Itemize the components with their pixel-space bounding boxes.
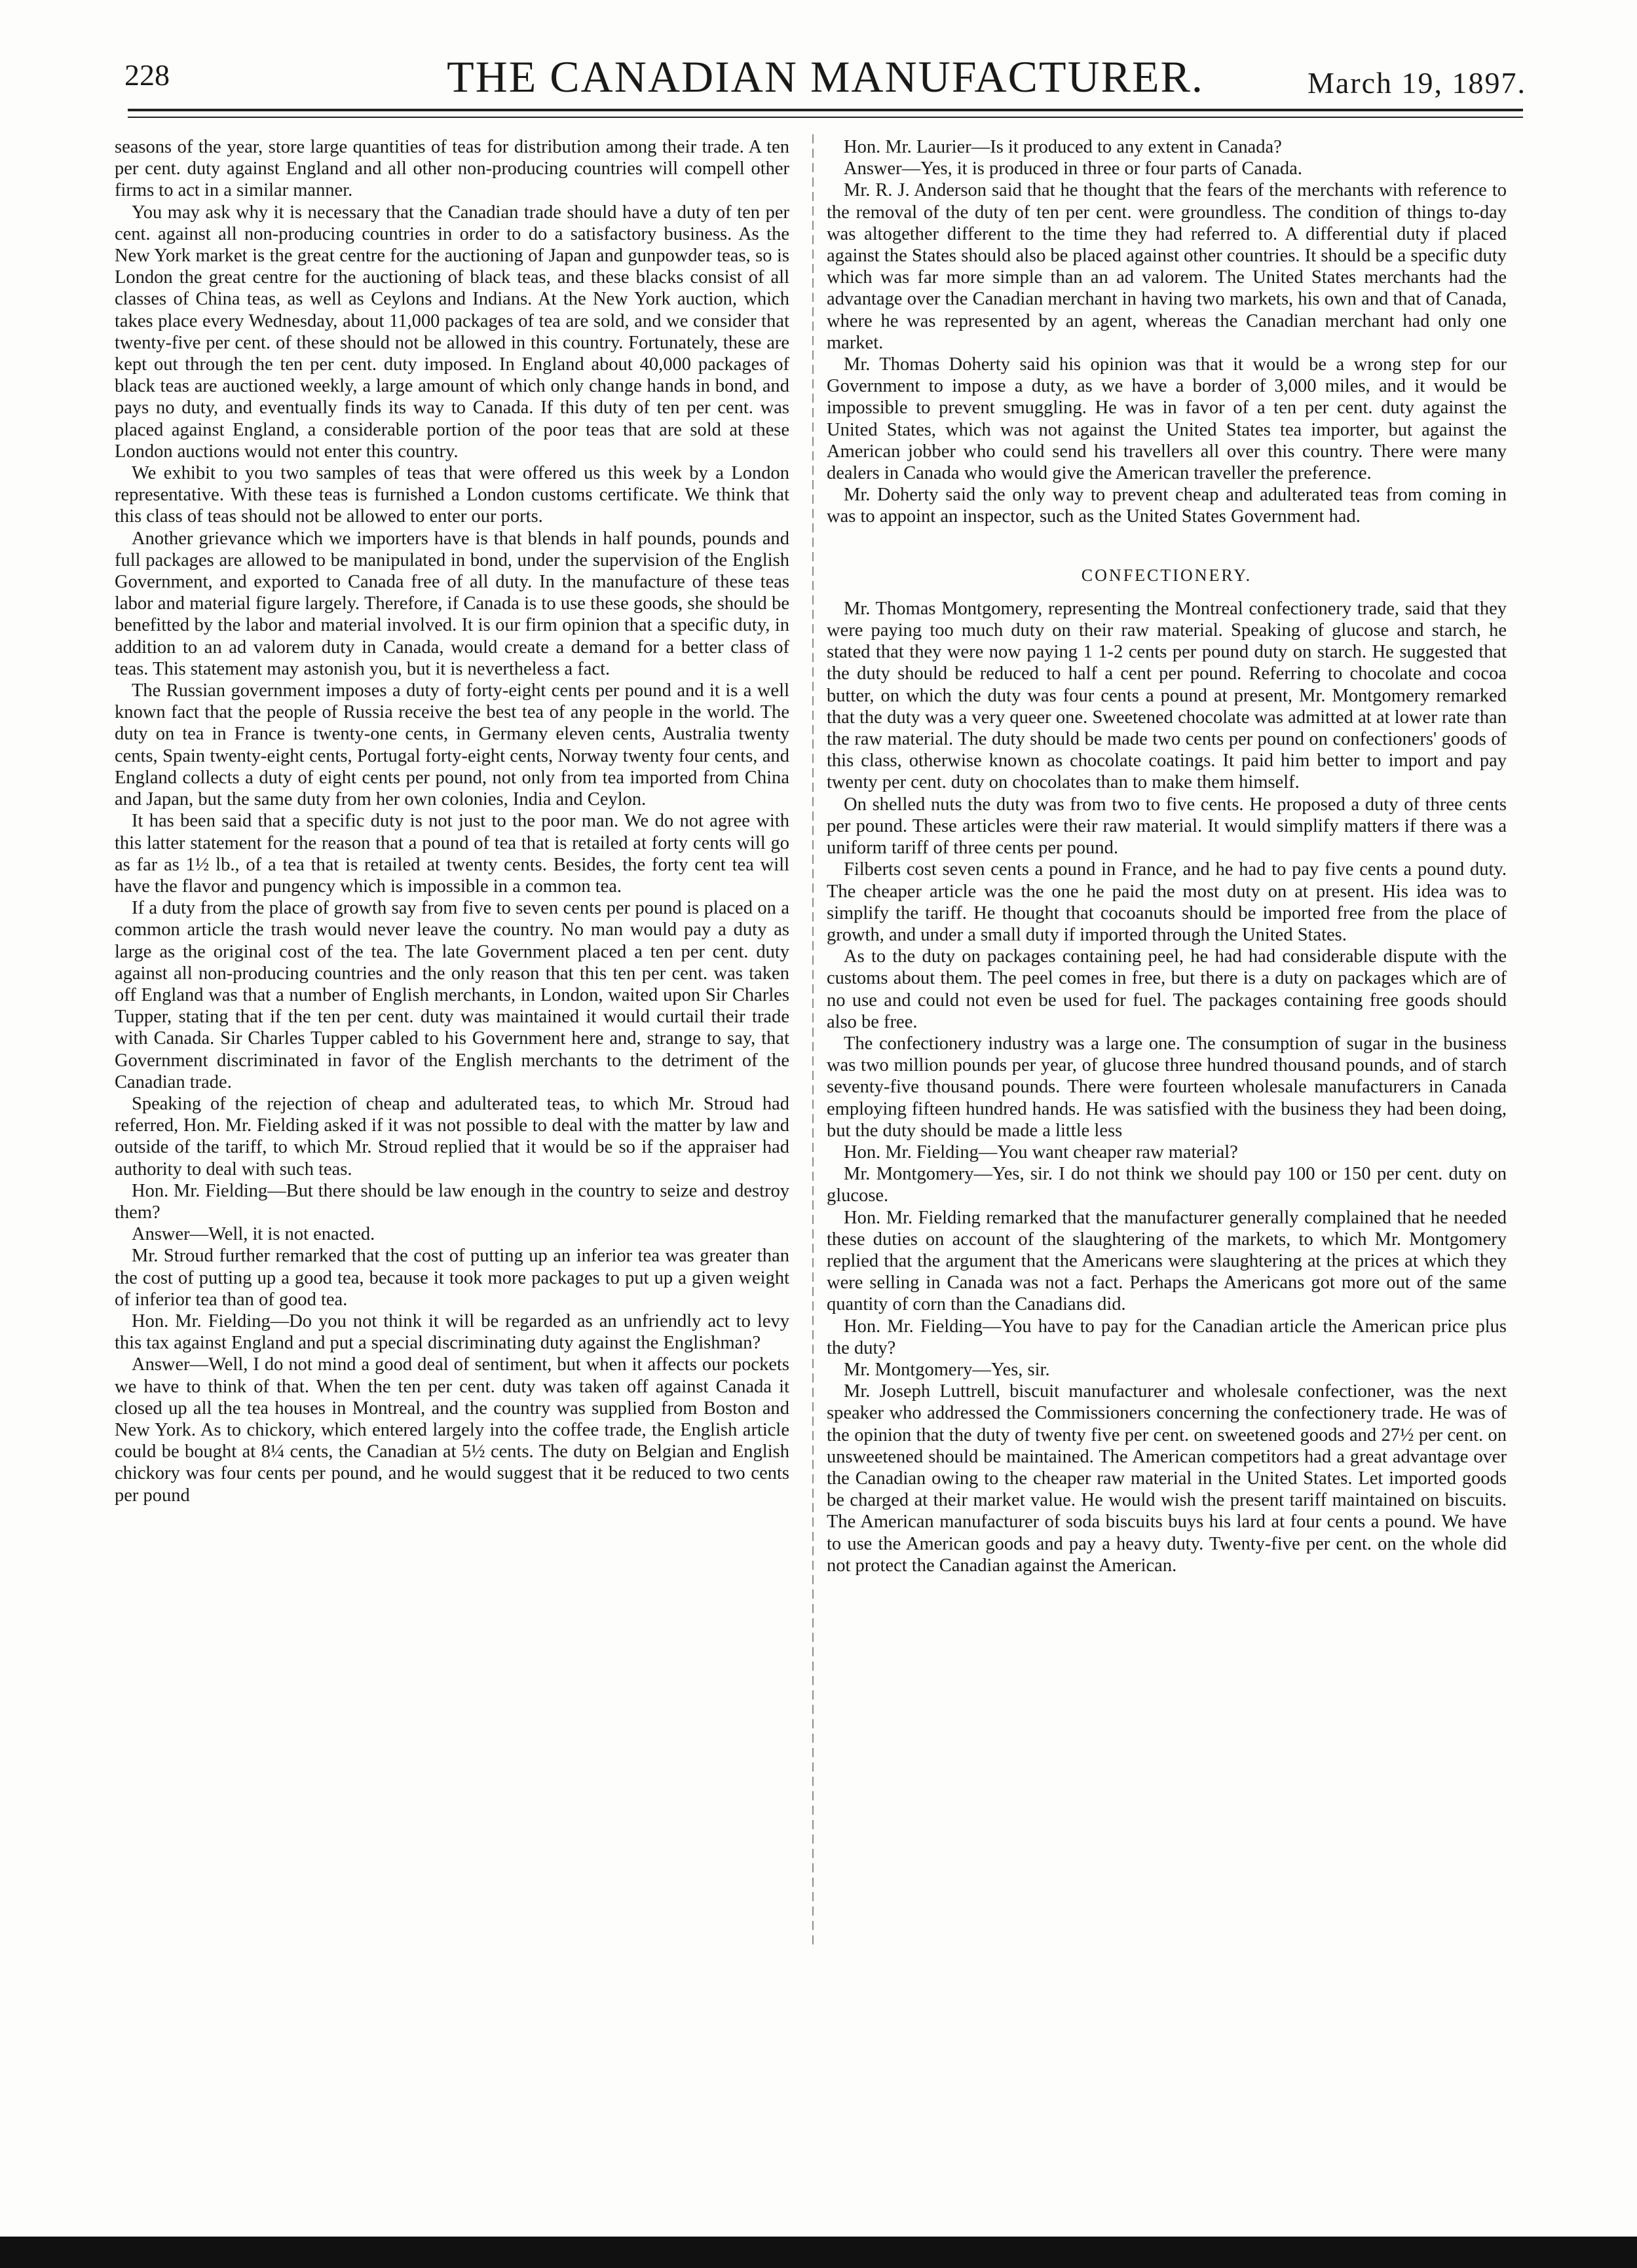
right-column [827, 136, 1507, 2127]
left-column [115, 136, 789, 2127]
paragraph: Mr. R. J. Anderson said that he thought that the fears of the merchants with reference to the removal of the duty of ten per cent. were groundless. The condition of things to-day was altogether different to the time they had referred to. A differential duty if placed against the States should also be placed against other countries. It should be a specific duty which was far more simple than an ad valorem. The United States merchants had the advantage over the Canadian merchant in having two markets, his own and that of Canada, where he was represented by an agent, whereas the Canadian merchant had only one market. [827, 180, 1507, 353]
paragraph: Hon. Mr. Fielding remarked that the manufacturer generally complained that he needed these duties on account of the slaughtering of the markets, to which Mr. Montgomery replied that the argument that the Americans were slaughtering at the prices at which they were selling in Canada was not a fact. Perhaps the Americans got more out of the same quantity of corn than the Canadians did. [827, 1207, 1507, 1315]
paragraph: Answer—Well, I do not mind a good deal of sentiment, but when it affects our pockets we have to think of that. When the ten per cent. duty was taken off against Canada it closed up all the tea houses in Montreal, and the country was supplied from Boston and New York. As to chickory, which entered largely into the coffee trade, the English article could be bought at 8¼ cents, the Canadian at 5½ cents. The duty on Belgian and English chickory was four cents per pound, and he would suggest that it be reduced to two cents per pound [115, 1354, 789, 1506]
paragraph: Mr. Thomas Doherty said his opinion was that it would be a wrong step for our Government to impose a duty, as we have a border of 3,000 miles, and it would be impossible to prevent smuggling. He was in favor of a ten per cent. duty against the United States, which was not against the United States tea importer, but against the American jobber who could send his travellers all over this country. There were many dealers in Canada who would give the American traveller the preference. [827, 354, 1507, 484]
paragraph: If a duty from the place of growth say from five to seven cents per pound is placed on a common article the trash would never leave the country. No man would pay a duty as large as the original cost of the tea. The late Government placed a ten per cent. duty against all non-producing countries and the only reason that this ten per cent. was taken off England was that a number of English merchants, in London, waited upon Sir Charles Tupper, stating that if the ten per cent. duty was maintained it would curtail their trade with Canada. Sir Charles Tupper cabled to his Government here and, strange to say, that Government discriminated in favor of the English merchants to the detriment of the Canadian trade. [115, 898, 789, 1092]
paragraph: It has been said that a specific duty is not just to the poor man. We do not agree with this latter statement for the reason that a pound of tea that is retailed at forty cents will go as far as 1½ lb., of a tea that is retailed at twenty cents. Besides, the forty cent tea will have the flavor and pungency which is impossible in a common tea. [115, 811, 789, 897]
paragraph: Hon. Mr. Laurier—Is it produced to any extent in Canada? [844, 137, 1282, 157]
paragraph: Hon. Mr. Fielding—You have to pay for the Canadian article the American price plus the duty? [827, 1316, 1507, 1358]
scan-edge-band [0, 2237, 1637, 2268]
paragraph: As to the duty on packages containing peel, he had had considerable dispute with the customs about them. The peel comes in free, but there is a duty on packages which are of no use and could not even be used for fuel. The packages containing free goods should also be free. [827, 946, 1507, 1032]
paragraph: Mr. Thomas Montgomery, representing the Montreal confectionery trade, said that they were paying too much duty on their raw material. Speaking of glucose and starch, he stated that they were now paying 1 1-2 cents per pound duty on starch. He suggested that the duty should be reduced to half a cent per pound. Referring to chocolate and cocoa butter, on which the duty was four cents a pound at present, Mr. Montgomery remarked that the duty was a very queer one. Sweetened chocolate was admitted at at lower rate than the raw material. The duty should be made two cents per pound on confectioners' goods of this class, otherwise known as chocolate coatings. It paid him better to import and pay twenty per cent. duty on chocolates than to make them himself. [827, 598, 1507, 793]
paragraph: Mr. Doherty said the only way to prevent cheap and adulterated teas from coming in was to appoint an inspector, such as the United States Government had. [827, 485, 1507, 527]
paragraph: Filberts cost seven cents a pound in France, and he had to pay five cents a pound duty. The cheaper article was the one he paid the most duty on at present. His idea was to simplify the tariff. He thought that cocoanuts should be imported free from the place of growth, and under a small duty if imported through the United States. [827, 859, 1507, 945]
paragraph: Another grievance which we importers have is that blends in half pounds, pounds and full packages are allowed to be manipulated in bond, under the supervision of the English Government, and exported to Canada free of all duty. In the manufacture of these teas labor and material figure largely. Therefore, if Canada is to use these goods, she should be benefitted by the labor and material involved. It is our firm opinion that a specific duty, in addition to an ad valorem duty in Canada, would create a demand for a better class of teas. This statement may astonish you, but it is nevertheless a fact. [115, 528, 789, 679]
column-divider [812, 134, 814, 1948]
masthead-title: THE CANADIAN MANUFACTURER. [447, 52, 1204, 102]
page-number: 228 [124, 58, 170, 92]
page-header [124, 39, 1526, 111]
paragraph: Speaking of the rejection of cheap and adulterated teas, to which Mr. Stroud had referred, Hon. Mr. Fielding asked if it was not possible to deal with the matter by law and outside of the tariff, to which Mr. Stroud replied that it would be so if the appraiser had authority to deal with such teas. [115, 1093, 789, 1180]
issue-date: March 19, 1897. [1307, 66, 1526, 100]
paragraph: Hon. Mr. Fielding—Do you not think it will be regarded as an unfriendly act to levy this tax against England and put a special discriminating duty against the Englishman? [115, 1311, 789, 1354]
paragraph: Hon. Mr. Fielding—You want cheaper raw material? [844, 1142, 1238, 1162]
header-rule-thin [128, 117, 1523, 118]
paragraph: Mr. Stroud further remarked that the cost of putting up an inferior tea was greater than the cost of putting up a good tea, because it took more packages to put up a given weight of inferior tea than of good tea. [115, 1246, 789, 1310]
paragraph: The Russian government imposes a duty of forty-eight cents per pound and it is a well known fact that the people of Russia receive the best tea of any people in the world. The duty on tea in France is twenty-one cents, in Germany eleven cents, Australia twenty cents, Spain twenty-eight cents, Portugal forty-eight cents, Norway twenty four cents, and England collects a duty of eight cents per pound, not only from tea imported from China and Japan, but the same duty from her own colonies, India and Ceylon. [115, 680, 789, 810]
paragraph: On shelled nuts the duty was from two to five cents. He proposed a duty of three cents per pound. These articles were their raw material. It would simplify matters if there was a uniform tariff of three cents per pound. [827, 794, 1507, 859]
section-heading: CONFECTIONERY. [1081, 565, 1252, 585]
paragraph: Hon. Mr. Fielding—But there should be law enough in the country to seize and destroy them? [115, 1180, 789, 1223]
paragraph: Answer—Yes, it is produced in three or four parts of Canada. [844, 158, 1302, 179]
header-rule [128, 109, 1523, 111]
paragraph: Mr. Montgomery—Yes, sir. I do not think we should pay 100 or 150 per cent. duty on glucose. [827, 1164, 1507, 1206]
paragraph: Answer—Well, it is not enacted. [132, 1224, 375, 1245]
paragraph: You may ask why it is necessary that the Canadian trade should have a duty of ten per cent. against all non-producing countries in order to do a satisfactory business. As the New York market is the great centre for the auctioning of Japan and gunpowder teas, so is London the great centre for the auctioning of black teas, and these blacks consist of all classes of China teas, as well as Ceylons and Indians. At the New York auction, which takes place every Wednesday, about 11,000 packages of tea are sold, and we consider that twenty-five per cent. of these should not be allowed in this country. Fortunately, these are kept out through the ten per cent. duty imposed. In England about 40,000 packages of black teas are auctioned weekly, a large amount of which only change hands in bond, and pays no duty, and eventually finds its way to Canada. If this duty of ten per cent. was placed against England, a considerable portion of the poor teas that are sold at these London auctions would not enter this country. [115, 202, 789, 462]
paragraph: Mr. Montgomery—Yes, sir. [844, 1359, 1050, 1380]
paragraph: We exhibit to you two samples of teas that were offered us this week by a London representative. With these teas is furnished a London customs certificate. We think that this class of teas should not be allowed to enter our ports. [115, 463, 789, 527]
paragraph: Mr. Joseph Luttrell, biscuit manufacturer and wholesale confectioner, was the next speaker who addressed the Commissioners concerning the confectionery trade. He was of the opinion that the duty of twenty five per cent. on sweetened goods and 27½ per cent. on unsweetened should be maintained. The American competitors had a great advantage over the Canadian owing to the cheaper raw material in the United States. Let imported goods be charged at their market value. He would wish the present tariff maintained on biscuits. The American manufacturer of soda biscuits buys his lard at four cents a pound. We have to use the American goods and pay a heavy duty. Twenty-five per cent. on the whole did not protect the Canadian against the American. [827, 1381, 1507, 1576]
paragraph: seasons of the year, store large quantities of teas for distribution among their trade. A ten per cent. duty against England and all other non-producing countries will compell other firms to act in a similar manner. [115, 137, 789, 201]
paragraph: The confectionery industry was a large one. The consumption of sugar in the business was two million pounds per year, of glucose three hundred thousand pounds, and of starch seventy-five thousand pounds. There were fourteen wholesale manufacturers in Canada employing fifteen hundred hands. He was satisfied with the business they had been doing, but the duty should be made a little less [827, 1033, 1507, 1141]
